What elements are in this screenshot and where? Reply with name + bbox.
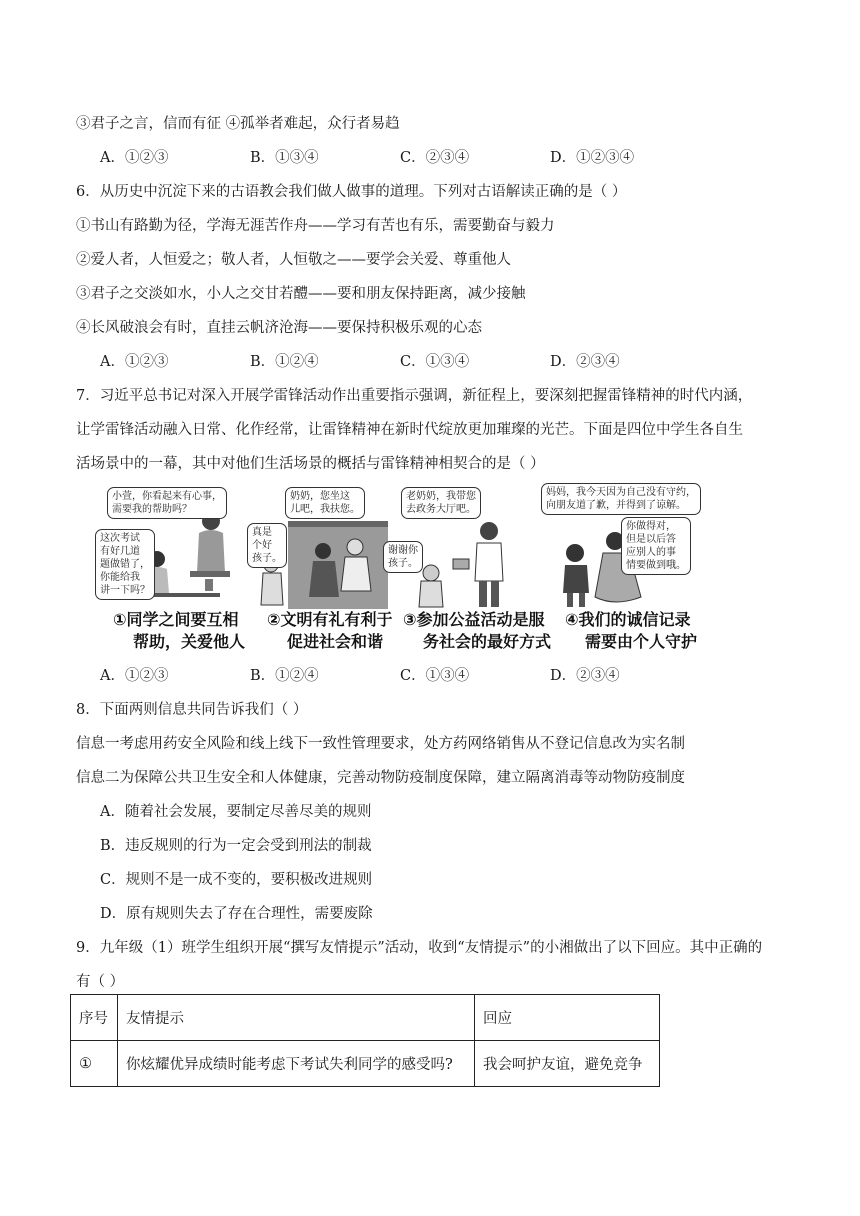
q6-stem: 6．从历史中沉淀下来的古语教会我们做人做事的道理。下列对古语解读正确的是（ ） bbox=[76, 184, 627, 200]
table-cell: 我会呵护友谊，避免竞争 bbox=[475, 1041, 660, 1087]
q6-option-a[interactable]: A．①②③ bbox=[100, 354, 169, 370]
q9-table bbox=[70, 994, 660, 1087]
q5-options bbox=[100, 146, 700, 167]
q7-stem-line-2: 让学雷锋活动融入日常、化作经常，让雷锋精神在新时代绽放更加璀璨的光芒。下面是四位中学生各自生 bbox=[76, 422, 743, 438]
q6-option-d[interactable]: D．②③④ bbox=[550, 354, 620, 370]
panel-3-bubble-1: 老奶奶，我带您 去政务大厅吧。 bbox=[401, 487, 481, 519]
q6-item-4: ④长风破浪会有时，直挂云帆济沧海——要保持积极乐观的心态 bbox=[76, 320, 482, 336]
q5-option-b[interactable]: B．①③④ bbox=[250, 150, 319, 166]
panel-2-bubble-1: 奶奶，您坐这 儿吧，我扶您。 bbox=[285, 487, 365, 519]
caption-4 bbox=[565, 609, 697, 653]
panel-4-bubble-1: 妈妈，我今天因为自己没有守约， 向朋友道了歉，并得到了谅解。 bbox=[541, 483, 701, 515]
q5-option-a[interactable]: A．①②③ bbox=[100, 150, 169, 166]
q8-option-a[interactable]: A．随着社会发展，要制定尽善尽美的规则 bbox=[100, 804, 372, 820]
q6-option-c[interactable]: C．①③④ bbox=[400, 354, 470, 370]
q8-info-1: 信息一考虑用药安全风险和线上线下一致性管理要求，处方药网络销售从不登记信息改为实名制 bbox=[76, 736, 685, 752]
comic-panel-2 bbox=[243, 481, 389, 609]
caption-4-line-2: 需要由个人守护 bbox=[585, 632, 698, 651]
caption-2-line-1: ②文明有礼有利于 bbox=[267, 610, 393, 629]
panel-3-bubble-2: 谢谢你 孩子。 bbox=[383, 541, 423, 573]
caption-4-line-1: ④我们的诚信记录 bbox=[565, 610, 691, 629]
q5-item-line: ③君子之言，信而有征 ④孤举者难起，众行者易趋 bbox=[76, 116, 400, 132]
table-cell: ① bbox=[71, 1041, 118, 1087]
table-cell: 你炫耀优异成绩时能考虑下考试失利同学的感受吗? bbox=[118, 1041, 475, 1087]
q6-item-3: ③君子之交淡如水，小人之交甘若醴——要和朋友保持距离，减少接触 bbox=[76, 286, 526, 302]
caption-3 bbox=[403, 609, 551, 653]
table-header-row bbox=[71, 995, 660, 1041]
q7-option-a[interactable]: A．①②③ bbox=[100, 668, 169, 684]
caption-3-line-2: 务社会的最好方式 bbox=[423, 632, 552, 651]
caption-1-line-1: ①同学之间要互相 bbox=[113, 610, 239, 629]
q7-option-c[interactable]: C．①③④ bbox=[400, 668, 470, 684]
q8-option-c[interactable]: C．规则不是一成不变的，要积极改进规则 bbox=[100, 872, 373, 888]
caption-3-line-1: ③参加公益活动是服 bbox=[403, 610, 545, 629]
comic-panel-1 bbox=[85, 481, 231, 609]
q5-option-d[interactable]: D．①②③④ bbox=[550, 150, 635, 166]
q7-stem-line-3: 活场景中的一幕，其中对他们生活场景的概括与雷锋精神相契合的是（ ） bbox=[76, 456, 545, 472]
q7-option-b[interactable]: B．①②④ bbox=[250, 668, 319, 684]
comic-panel-4 bbox=[545, 481, 696, 609]
table-row bbox=[71, 1041, 660, 1087]
q6-item-1: ①书山有路勤为径，学海无涯苦作舟——学习有苦也有乐，需要勤奋与毅力 bbox=[76, 218, 555, 234]
q6-item-2: ②爱人者，人恒爱之；敬人者，人恒敬之——要学会关爱、尊重他人 bbox=[76, 252, 511, 268]
q7-stem-line-1: 7．习近平总书记对深入开展学雷锋活动作出重要指示强调，新征程上，要深刻把握雷锋精神的时代内涵， bbox=[76, 388, 753, 404]
panel-1-bubble-2: 这次考试 有好几道 题做错了， 你能给我 讲一下吗？ bbox=[95, 529, 155, 600]
caption-2 bbox=[267, 609, 393, 653]
table-header-cell: 序号 bbox=[71, 995, 118, 1041]
table-header-cell: 友情提示 bbox=[118, 995, 475, 1041]
caption-1-line-2: 帮助，关爱他人 bbox=[133, 632, 246, 651]
caption-1 bbox=[113, 609, 245, 653]
panel-4-bubble-2: 你做得对， 但是以后答 应别人的事 情要做到哦。 bbox=[621, 517, 691, 575]
q7-comic-figure bbox=[85, 481, 700, 653]
q6-options bbox=[100, 350, 700, 371]
comic-panel-3 bbox=[388, 481, 543, 609]
panel-1-bubble-1: 小萱，你看起来有心事， 需要我的帮助吗？ bbox=[107, 487, 227, 519]
q9-stem-line-1: 9．九年级（1）班学生组织开展“撰写友情提示”活动，收到“友情提示”的小湘做出了以下回应。其中正确的 bbox=[76, 940, 763, 956]
q6-option-b[interactable]: B．①②④ bbox=[250, 354, 319, 370]
q8-stem: 8．下面两则信息共同告诉我们（ ） bbox=[76, 702, 308, 718]
q8-option-d[interactable]: D．原有规则失去了存在合理性，需要废除 bbox=[100, 906, 373, 922]
q5-option-c[interactable]: C．②③④ bbox=[400, 150, 470, 166]
table-header-cell: 回应 bbox=[475, 995, 660, 1041]
panel-2-bubble-2: 真是 个好 孩子。 bbox=[247, 523, 287, 568]
q8-info-2: 信息二为保障公共卫生安全和人体健康，完善动物防疫制度保障，建立隔离消毒等动物防疫制度 bbox=[76, 770, 685, 786]
q8-option-b[interactable]: B．违反规则的行为一定会受到刑法的制裁 bbox=[100, 838, 372, 854]
q9-stem-line-2: 有（ ） bbox=[76, 974, 125, 990]
q7-options bbox=[100, 664, 700, 685]
q7-option-d[interactable]: D．②③④ bbox=[550, 668, 620, 684]
caption-2-line-2: 促进社会和谐 bbox=[287, 632, 384, 651]
